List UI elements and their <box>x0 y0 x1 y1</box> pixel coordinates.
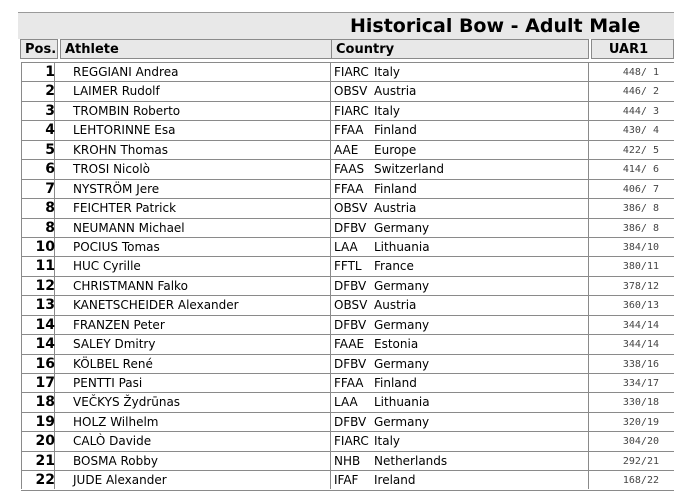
score-cell: 338/16 <box>622 358 659 370</box>
nation-cell: Estonia <box>374 337 419 352</box>
page-title: Historical Bow - Adult Male <box>350 15 641 37</box>
score-cell: 386/ 8 <box>622 203 659 215</box>
score-cell: 344/14 <box>622 319 659 331</box>
club-code-cell: FFAA <box>334 123 364 138</box>
table-row <box>21 219 674 238</box>
score-cell: 292/21 <box>622 455 659 467</box>
club-code-cell: DFBV <box>334 414 367 429</box>
table-row <box>21 471 674 490</box>
club-code-cell: DFBV <box>334 220 367 235</box>
nation-cell: Germany <box>374 317 430 332</box>
athlete-cell: TROMBIN Roberto <box>73 103 181 118</box>
position-cell: 11 <box>35 258 55 275</box>
nation-cell: Lithuania <box>374 395 430 410</box>
table-row <box>21 180 674 199</box>
athlete-cell: NYSTRÖM Jere <box>73 181 160 196</box>
athlete-cell: LEHTORINNE Esa <box>73 123 176 138</box>
position-cell: 2 <box>45 83 55 100</box>
table-row <box>21 121 674 140</box>
nation-cell: Italy <box>374 103 401 118</box>
score-cell: 168/22 <box>622 475 659 487</box>
nation-cell: Italy <box>374 65 401 79</box>
athlete-cell: JUDE Alexander <box>73 473 167 488</box>
club-code-cell: OBSV <box>334 84 368 99</box>
table-row <box>21 277 674 296</box>
athlete-cell: SALEY Dmitry <box>73 337 156 352</box>
score-cell: 446/ 2 <box>622 86 659 98</box>
nation-cell: Finland <box>374 123 417 138</box>
position-cell: 12 <box>35 277 55 294</box>
position-cell: 7 <box>45 180 55 197</box>
table-row <box>21 355 674 374</box>
athlete-cell: VEČKYS Žydrūnas <box>73 395 181 410</box>
nation-cell: Netherlands <box>374 453 448 468</box>
club-code-cell: DFBV <box>334 356 367 371</box>
club-code-cell: DFBV <box>334 278 367 293</box>
nation-cell: Lithuania <box>374 239 430 254</box>
club-code-cell: NHB <box>334 453 361 468</box>
position-cell: 5 <box>45 141 55 158</box>
score-cell: 334/17 <box>622 378 659 389</box>
header-athlete: Athlete <box>60 39 348 59</box>
club-code-cell: FIARC <box>334 103 369 118</box>
position-cell: 8 <box>45 200 55 217</box>
position-cell: 6 <box>45 161 55 178</box>
nation-cell: Italy <box>374 434 401 449</box>
title-bar <box>18 12 674 39</box>
athlete-cell: NEUMANN Michael <box>73 220 185 235</box>
score-cell: 344/14 <box>622 339 659 351</box>
score-cell: 422/ 5 <box>622 144 659 156</box>
nation-cell: Austria <box>374 84 417 99</box>
position-cell: 14 <box>35 336 55 353</box>
athlete-cell: FEICHTER Patrick <box>73 201 177 216</box>
score-cell: 378/12 <box>622 280 659 292</box>
position-cell: 19 <box>35 413 55 430</box>
club-code-cell: LAA <box>334 239 358 254</box>
club-code-cell: DFBV <box>334 317 367 332</box>
athlete-cell: HUC Cyrille <box>73 259 141 274</box>
club-code-cell: FFAA <box>334 181 364 196</box>
table-row <box>21 374 674 393</box>
position-cell: 18 <box>35 394 55 411</box>
club-code-cell: OBSV <box>334 201 368 216</box>
table-row <box>21 102 674 121</box>
position-cell: 21 <box>35 452 55 469</box>
nation-cell: Germany <box>374 278 430 293</box>
athlete-cell: BOSMA Robby <box>73 453 158 468</box>
athlete-cell: REGGIANI Andrea <box>73 65 179 79</box>
athlete-cell: FRANZEN Peter <box>73 317 165 332</box>
nation-cell: Ireland <box>374 473 416 488</box>
table-row <box>21 393 674 412</box>
nation-cell: Germany <box>374 356 430 371</box>
score-cell: 360/13 <box>622 300 659 312</box>
athlete-cell: KROHN Thomas <box>73 142 169 157</box>
athlete-cell: HOLZ Wilhelm <box>73 414 159 429</box>
athlete-cell: PENTTI Pasi <box>73 376 143 390</box>
position-cell: 22 <box>35 472 55 489</box>
header-score: UAR1 <box>591 39 674 59</box>
header-country: Country <box>331 39 589 59</box>
score-cell: 380/11 <box>622 261 659 273</box>
score-cell: 414/ 6 <box>622 164 659 176</box>
nation-cell: Germany <box>374 220 430 235</box>
position-cell: 14 <box>35 316 55 333</box>
score-cell: 386/ 8 <box>622 222 659 234</box>
athlete-cell: TROSI Nicolò <box>73 162 151 177</box>
nation-cell: Finland <box>374 376 417 390</box>
nation-cell: Austria <box>374 298 417 313</box>
position-cell: 4 <box>45 122 55 139</box>
nation-cell: Europe <box>374 142 417 157</box>
score-cell: 330/18 <box>622 397 659 409</box>
table-row <box>21 238 674 257</box>
table-row <box>21 160 674 179</box>
athlete-cell: LAIMER Rudolf <box>73 84 160 99</box>
score-cell: 406/ 7 <box>622 183 659 195</box>
position-cell: 10 <box>35 238 55 255</box>
athlete-cell: POCIUS Tomas <box>73 239 160 254</box>
position-cell: 13 <box>35 297 55 314</box>
position-cell: 16 <box>35 355 55 372</box>
nation-cell: Finland <box>374 181 417 196</box>
table-header <box>18 39 674 61</box>
club-code-cell: LAA <box>334 395 358 410</box>
table-row <box>21 257 674 276</box>
athlete-cell: KÖLBEL René <box>73 356 153 371</box>
table-row <box>21 413 674 432</box>
score-cell: 448/ 1 <box>622 67 659 78</box>
club-code-cell: FIARC <box>334 65 369 79</box>
table-row <box>21 432 674 451</box>
nation-cell: France <box>374 259 414 274</box>
results-table <box>21 62 674 491</box>
position-cell: 8 <box>45 219 55 236</box>
score-cell: 430/ 4 <box>622 125 659 137</box>
table-row <box>21 199 674 218</box>
position-cell: 17 <box>35 375 55 391</box>
score-cell: 444/ 3 <box>622 105 659 117</box>
club-code-cell: FFTL <box>334 259 362 274</box>
club-code-cell: AAE <box>334 142 359 157</box>
position-cell: 1 <box>45 64 55 80</box>
table-row <box>21 335 674 354</box>
nation-cell: Germany <box>374 414 430 429</box>
club-code-cell: FFAA <box>334 376 364 390</box>
position-cell: 3 <box>45 102 55 119</box>
athlete-cell: CHRISTMANN Falko <box>73 278 188 293</box>
club-code-cell: FIARC <box>334 434 369 449</box>
score-cell: 320/19 <box>622 416 659 428</box>
nation-cell: Switzerland <box>374 162 444 177</box>
table-row <box>21 296 674 315</box>
nation-cell: Austria <box>374 201 417 216</box>
club-code-cell: OBSV <box>334 298 368 313</box>
club-code-cell: IFAF <box>334 473 359 488</box>
athlete-cell: KANETSCHEIDER Alexander <box>73 298 239 313</box>
table-row <box>21 63 674 82</box>
table-row <box>21 141 674 160</box>
score-cell: 304/20 <box>622 436 659 448</box>
athlete-cell: CALÒ Davide <box>73 434 152 449</box>
score-cell: 384/10 <box>622 241 659 253</box>
club-code-cell: FAAE <box>334 337 365 352</box>
table-row <box>21 452 674 471</box>
position-cell: 20 <box>35 433 55 450</box>
table-row <box>21 82 674 101</box>
header-pos: Pos. <box>20 39 58 59</box>
club-code-cell: FAAS <box>334 162 365 177</box>
table-row <box>21 316 674 335</box>
